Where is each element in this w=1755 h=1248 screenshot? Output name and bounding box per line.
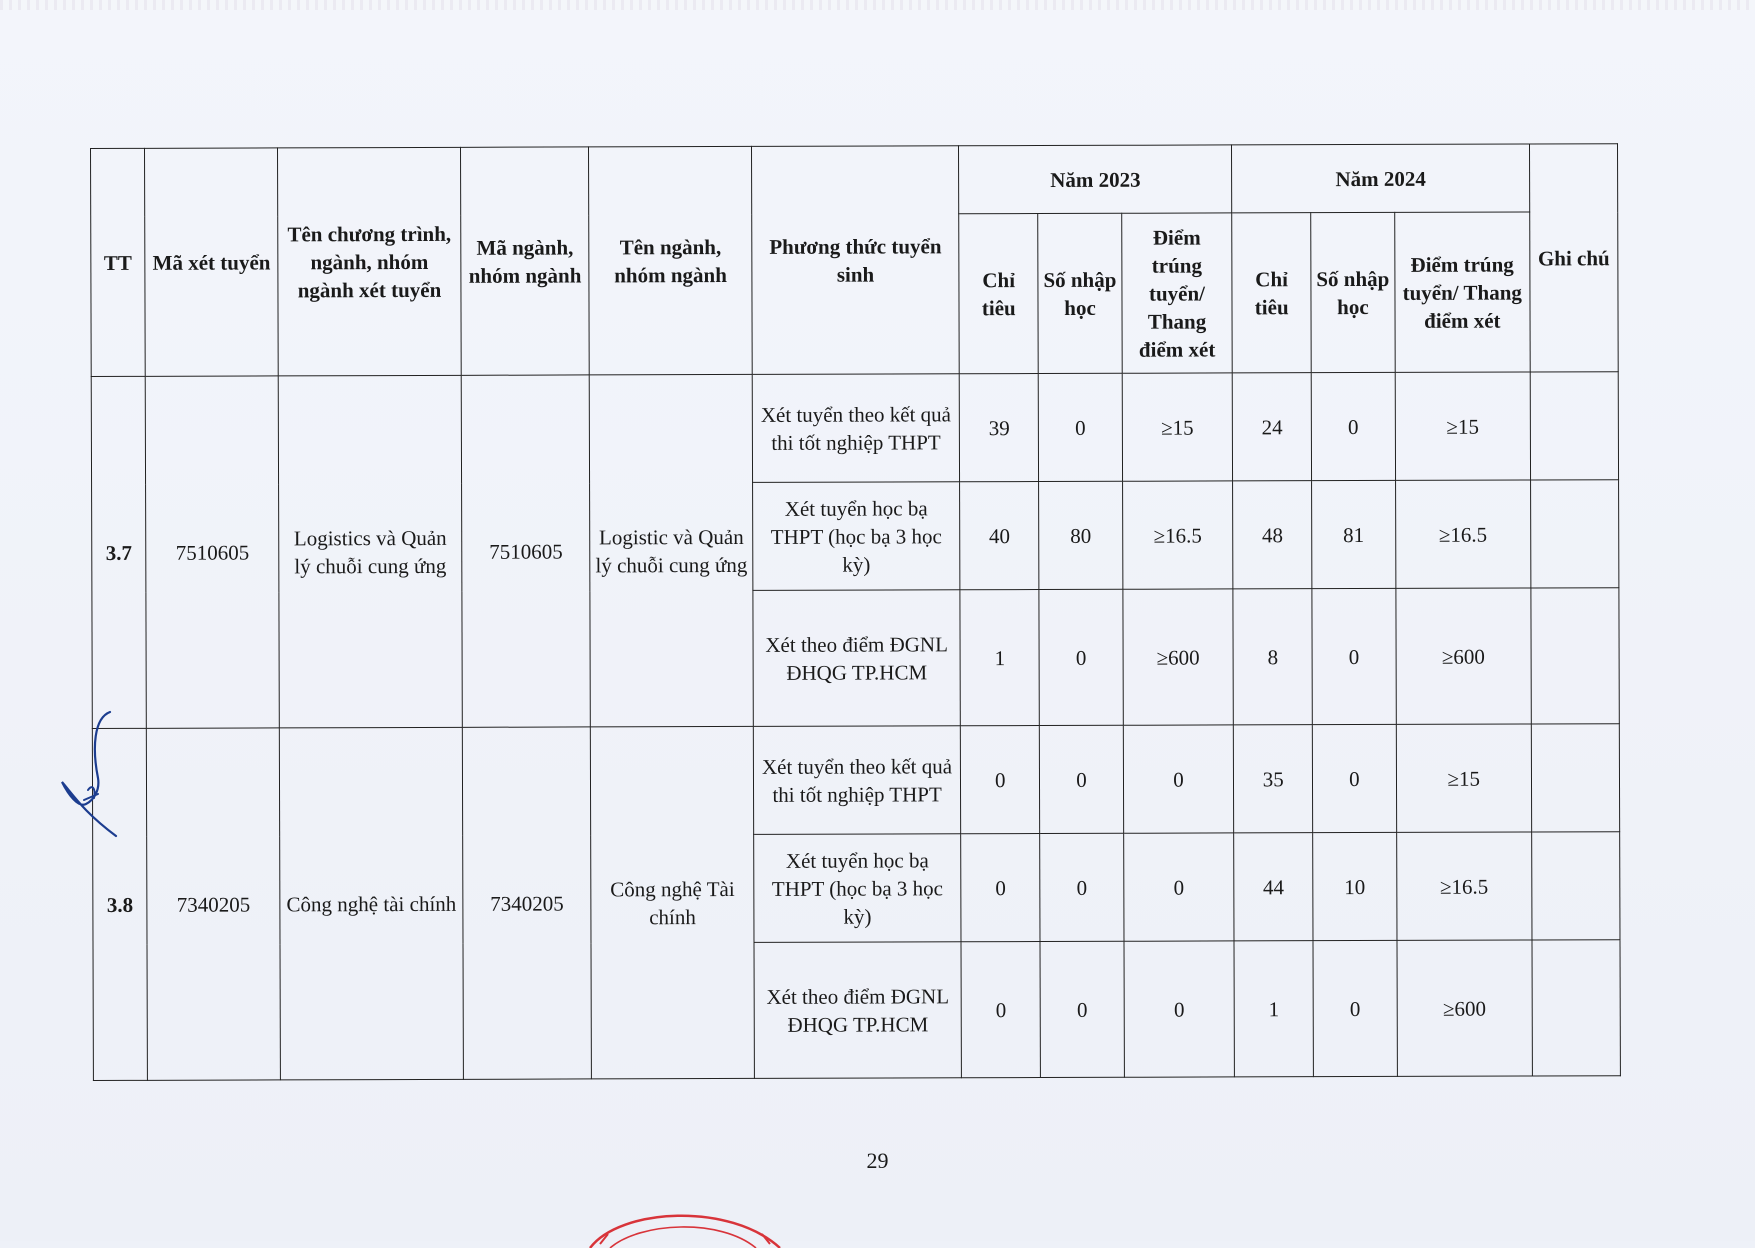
cell-so-nhap-hoc-2024: 0 [1311, 372, 1395, 480]
cell-diem-2023: ≥600 [1123, 589, 1234, 725]
header-chi-tieu-2023: Chỉ tiêu [959, 214, 1038, 374]
cell-so-nhap-hoc-2023: 0 [1040, 833, 1124, 941]
header-ten-nganh: Tên ngành, nhóm ngành [589, 146, 752, 375]
cell-chi-tieu-2023: 1 [960, 590, 1039, 726]
cell-chi-tieu-2024: 35 [1234, 725, 1313, 833]
header-row-years [91, 144, 1618, 217]
header-chi-tieu-2024: Chỉ tiêu [1232, 213, 1311, 373]
row-ma-xet-tuyen: 7510605 [145, 376, 279, 728]
cell-diem-2024: ≥600 [1397, 940, 1533, 1076]
header-year-2023: Năm 2023 [959, 145, 1232, 214]
header-ten-chuong-trinh: Tên chương trình, ngành, nhóm ngành xét tuyển [278, 147, 461, 376]
cell-diem-2023: ≥16.5 [1122, 481, 1233, 589]
header-ma-xet-tuyen: Mã xét tuyển [145, 148, 279, 376]
table-row [92, 724, 1619, 837]
cell-chi-tieu-2023: 39 [960, 374, 1039, 482]
cell-so-nhap-hoc-2023: 0 [1039, 589, 1123, 725]
cell-phuong-thuc: Xét theo điểm ĐGNL ĐHQG TP.HCM [753, 590, 961, 727]
cell-ghi-chu [1531, 724, 1619, 832]
cell-diem-2024: ≥16.5 [1396, 832, 1532, 940]
cell-so-nhap-hoc-2024: 0 [1312, 724, 1396, 832]
cell-diem-2024: ≥15 [1395, 372, 1531, 480]
cell-chi-tieu-2023: 0 [961, 942, 1040, 1078]
row-ten-chuong-trinh: Logistics và Quản lý chuỗi cung ứng [278, 375, 462, 728]
seal-stamp [580, 1208, 790, 1248]
cell-so-nhap-hoc-2024: 0 [1313, 940, 1397, 1076]
page-number: 29 [866, 1148, 889, 1173]
header-diem-2023: Điểm trúng tuyển/ Thang điểm xét [1121, 213, 1232, 373]
row-ma-nganh: 7510605 [461, 375, 591, 727]
cell-so-nhap-hoc-2023: 80 [1039, 481, 1123, 589]
cell-chi-tieu-2024: 24 [1232, 373, 1311, 481]
header-so-nhap-hoc-2024: Số nhập học [1311, 212, 1395, 372]
cell-so-nhap-hoc-2024: 10 [1313, 832, 1397, 940]
row-ten-nganh: Logistic và Quản lý chuỗi cung ứng [590, 374, 753, 727]
cell-phuong-thuc: Xét theo điểm ĐGNL ĐHQG TP.HCM [754, 942, 962, 1079]
cell-ghi-chu [1530, 372, 1618, 480]
cell-diem-2024: ≥600 [1396, 588, 1532, 724]
cell-so-nhap-hoc-2024: 0 [1312, 588, 1396, 724]
cell-phuong-thuc: Xét tuyển học bạ THPT (học bạ 3 học kỳ) [752, 482, 960, 591]
row-ten-chuong-trinh: Công nghệ tài chính [280, 727, 464, 1080]
cell-so-nhap-hoc-2023: 0 [1040, 725, 1124, 833]
header-year-2024: Năm 2024 [1232, 144, 1530, 213]
header-tt: TT [91, 148, 146, 376]
cell-ghi-chu [1531, 480, 1619, 588]
cell-chi-tieu-2023: 0 [961, 726, 1040, 834]
cell-diem-2023: 0 [1123, 833, 1234, 941]
cell-chi-tieu-2023: 0 [961, 834, 1040, 942]
cell-so-nhap-hoc-2024: 81 [1312, 480, 1396, 588]
cell-ghi-chu [1532, 832, 1620, 940]
cell-chi-tieu-2024: 8 [1233, 589, 1312, 725]
cell-chi-tieu-2023: 40 [960, 482, 1039, 590]
signature-mark [54, 708, 134, 838]
cell-diem-2024: ≥16.5 [1395, 480, 1531, 588]
cell-diem-2023: ≥15 [1122, 373, 1233, 481]
cell-chi-tieu-2024: 44 [1234, 833, 1313, 941]
cell-ghi-chu [1531, 588, 1619, 724]
cell-phuong-thuc: Xét tuyển theo kết quả thi tốt nghiệp THPT [752, 374, 960, 483]
header-ma-nganh: Mã ngành, nhóm ngành [460, 147, 589, 375]
cell-so-nhap-hoc-2023: 0 [1038, 373, 1122, 481]
header-ghi-chu: Ghi chú [1529, 144, 1618, 372]
row-ten-nganh: Công nghệ Tài chính [591, 726, 754, 1079]
cell-diem-2023: 0 [1123, 725, 1234, 833]
cell-ghi-chu [1532, 940, 1620, 1076]
cell-diem-2023: 0 [1124, 941, 1235, 1077]
cell-diem-2024: ≥15 [1396, 724, 1532, 832]
header-phuong-thuc: Phương thức tuyển sinh [751, 146, 959, 375]
scan-artifact [0, 0, 1755, 10]
admission-table [90, 143, 1621, 1081]
row-tt: 3.8 [92, 728, 147, 1080]
cell-so-nhap-hoc-2023: 0 [1040, 941, 1124, 1077]
cell-phuong-thuc: Xét tuyển học bạ THPT (học bạ 3 học kỳ) [753, 834, 961, 943]
row-ma-xet-tuyen: 7340205 [146, 728, 280, 1080]
row-tt: 3.7 [91, 376, 146, 728]
cell-phuong-thuc: Xét tuyển theo kết quả thi tốt nghiệp THPT [753, 726, 961, 835]
cell-chi-tieu-2024: 48 [1233, 481, 1312, 589]
row-ma-nganh: 7340205 [462, 727, 592, 1079]
header-diem-2024: Điểm trúng tuyển/ Thang điểm xét [1394, 212, 1530, 372]
table-row [91, 372, 1618, 485]
header-so-nhap-hoc-2023: Số nhập học [1038, 213, 1122, 373]
cell-chi-tieu-2024: 1 [1234, 941, 1313, 1077]
